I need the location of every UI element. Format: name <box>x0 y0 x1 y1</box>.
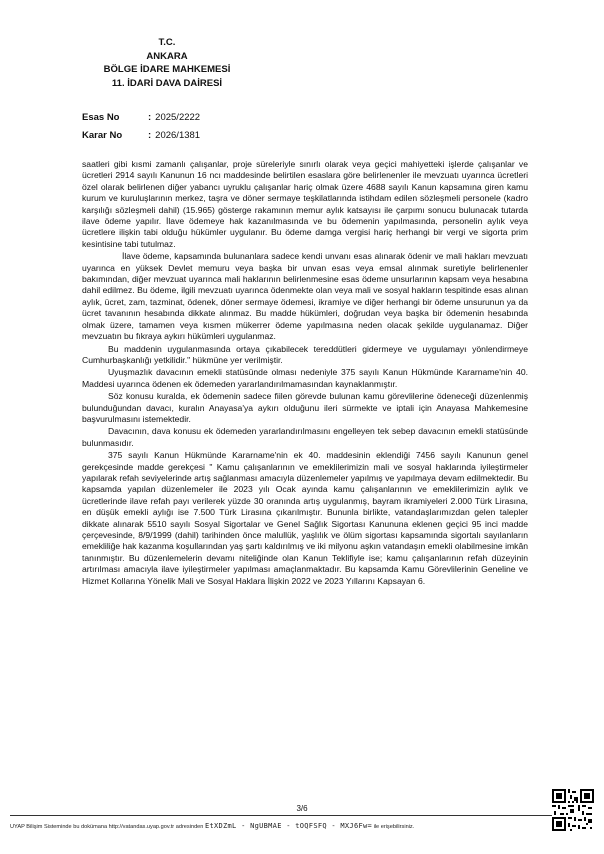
uyap-footer <box>10 822 414 830</box>
karar-value: 2026/1381 <box>155 129 201 141</box>
paragraph: İlave ödeme, kapsamında bulunanlara sadece kendi unvanı esas alınarak ödenir ve mali hakları mevzuatı uyarınca en yüksek Devlet memuru veya başka bir unvan esas veya emsal alınmak suretiyle belirlenenler bakımından, diğer mevzuat uyarınca mali haklarının belirlenmesine esas ödeme unsurlarının kapsam veya hesabına dahil edilmez. Bu ödeme, ilgili mevzuatı uyarınca ödenmekte olan veya mali ve sosyal hakların tespitinde esas alınan aylık, ücret, zam, tazminat, ödenek, döner sermaye ödemesi, ikramiye ve diğer herhangi bir ödeme unsurunun ya da ücret tavanının hesabında dikkate alınmaz. Bu madde hükümleri, doğrudan veya başka bir ödemenin hesabında olmak üzere, tamamen veya kısmen mükerrer ödeme yapılmasına neden olacak şekilde uygulanamaz. Diğer mevzuatın bu fıkraya aykırı hükümleri uygulanmaz. <box>82 251 528 342</box>
karar-separator: : <box>148 129 152 141</box>
header-line-tc: T.C. <box>158 37 176 48</box>
footer-divider <box>10 815 594 816</box>
paragraph: Söz konusu kuralda, ek ödemenin sadece fiilen görevde bulunan kamu görevlilerine ödeneceği düzenlenmiş bulunduğundan davacı, kuralın Anayasa'ya aykırı olduğunu ileri sürmekte ve iptali için Anayasa Mahkemesine başvurulmasını istemektedir. <box>82 391 528 424</box>
paragraph: Bu maddenin uygulanmasında ortaya çıkabilecek tereddütleri gidermeye ve uygulamayı yönlendirmeye Cumhurbaşkanlığı yetkilidir." hükmüne yer verilmiştir. <box>82 343 528 365</box>
case-meta <box>82 108 200 144</box>
document-body <box>82 159 528 588</box>
paragraph: 375 sayılı Kanun Hükmünde Kararname'nin ek 40. maddesinin eklendiği 7456 sayılı Kanunun genel gerekçesinde madde gerekçesi " Kamu çalışanlarının ve emeklilerimizin mali ve sosyal haklarında iyileştirmeler yapılarak refah seviyelerinde artış sağlanması amacıyla düzenlemeler yapılmış ve yapılmaya devam edilmektedir. Bu kapsamda yapılan düzenlemeler ile 2023 yılı Ocak ayında kamu çalışanlarının ve emeklilerimizin aylık ve ücretlerinde ilave refah payı verilerek yüzde 30 oranında artış uygulanmış, bayram ikramiyeleri 2.000 Türk Lirasına, en düşük emekli aylığı ise 7.500 Türk Lirasına çıkarılmıştır. Bununla birlikte, vatandaşlarımızdan gelen talepler dikkate alınarak 5510 sayılı Sosyal Sigortalar ve Genel Sağlık Sigortası Kanununa eklenen geçici 95 inci madde çerçevesinde, 8/9/1999 (dahil) tarihinden önce malullük, yaşlılık ve ölüm sigortası kapsamında sigortalı sayılanların emekliliğe hak kazanma koşullarından yaş şartı kaldırılmış ve iki milyonu aşkın vatandaşın emekli olabilmesine imkân tanınmıştır. Bu düzenlemelerin devamı niteliğinde olan Kanun Teklifiyle ise; kamu çalışanlarının refah düzeyinin artırılması amacıyla ilave iyileştirmeler yapılması amaçlanmaktadır. Bu kapsamda Kamu Görevlilerinin Geneline ve Hizmet Kollarına Yönelik Mali ve Sosyal Haklara İlişkin 2022 ve 2023 Yıllarını Kapsayan 6. <box>82 450 528 586</box>
esas-row <box>82 108 200 126</box>
footer-notice: UYAP Bilişim Sisteminde bu dokümana http://vatandas.uyap.gov.tr adresinden <box>10 824 204 830</box>
karar-row <box>82 126 200 144</box>
qr-code-icon <box>552 789 594 831</box>
karar-label: Karar No <box>82 129 123 141</box>
paragraph: Davacının, dava konusu ek ödemeden yararlandırılmasını engelleyen tek sebep davacının emekli statüsünde bulunmasıdır. <box>82 426 528 448</box>
verification-code: EtXDZmL - NgUBMAE - tOQFSFQ - MXJ6Fw= <box>204 822 372 830</box>
court-header <box>82 36 252 90</box>
esas-label: Esas No <box>82 111 120 123</box>
header-line-chamber: 11. İDARİ DAVA DAİRESİ <box>111 77 223 89</box>
paragraph: saatleri gibi kısmi zamanlı çalışanlar, proje süreleriyle sınırlı olarak veya geçici mahiyetteki işlerde çalışanlar ve ücretleri 2914 sayılı Kanunun 16 ncı maddesinde belirtilen esaslara göre belirlenenler ile mevzuatı uyarınca ücretleri özel olarak belirlenen diğer yabancı uyruklu çalışanlar hariç olmak üzere 4688 sayılı Kanun kapsamına giren kamu kurum ve kuruluşlarının merkez, taşra ve döner sermaye teşkilatlarında istihdam edilen sözleşmeli personele (kadro karşılığı sözleşmeli dahil) (15.965) gösterge rakamının memur aylık katsayısı ile çarpımı sonucu bulunacak tutarda ilave ödeme yapılır. İlave ödemeye hak kazanılmasında ve bu ödemenin yapılmasında, personelin aylık veya ücretlere ilişkin tabi olduğu hükümler uygulanır. Bu ödeme damga vergisi hariç herhangi bir vergi ve sigorta prim kesintisine tabi tutulmaz. <box>82 159 528 249</box>
page-number: 3/6 <box>296 804 308 813</box>
header-line-court: BÖLGE İDARE MAHKEMESİ <box>103 64 231 75</box>
esas-value: 2025/2222 <box>155 111 201 123</box>
esas-separator: : <box>148 111 152 123</box>
footer-suffix: ile erişebilirsiniz. <box>373 824 415 830</box>
header-line-city: ANKARA <box>146 50 188 62</box>
paragraph: Uyuşmazlık davacının emekli statüsünde olması nedeniyle 375 sayılı Kanun Hükmünde Kararname'nin 40. Maddesi uyarınca ödenen ek ödemeden yararlandırılmamasından kaynaklanmıştır. <box>82 367 528 389</box>
